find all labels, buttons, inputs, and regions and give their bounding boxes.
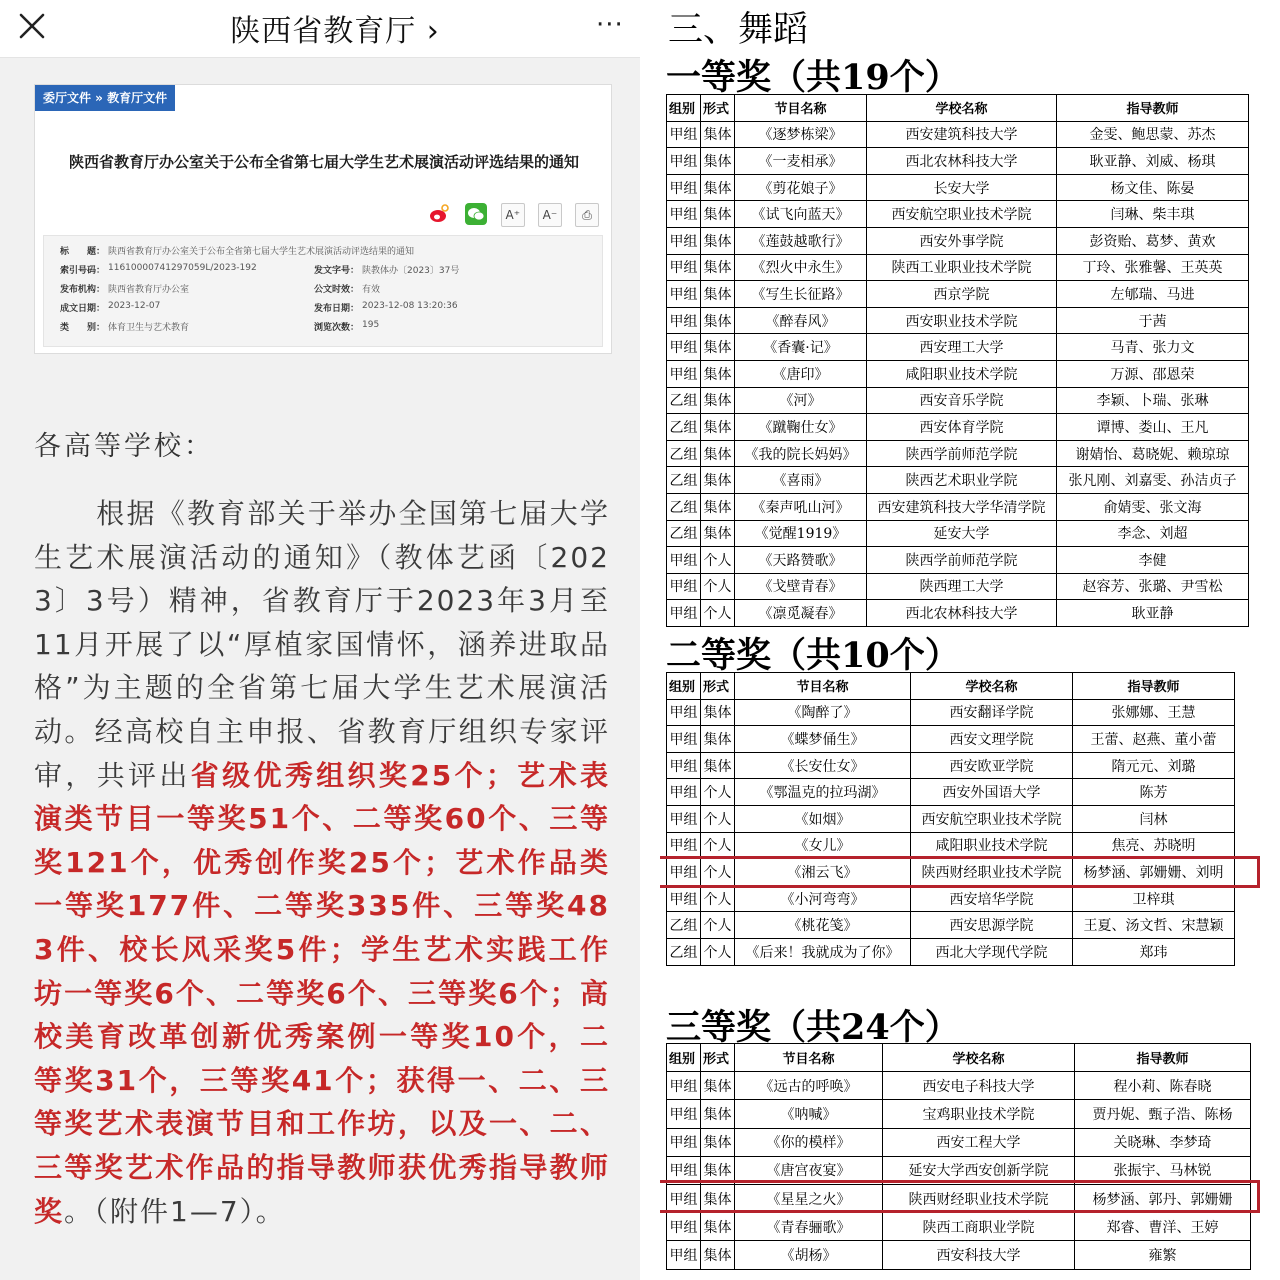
group-cell: 甲组 bbox=[667, 779, 701, 806]
program-name-cell: 《秦声吼山河》 bbox=[735, 493, 867, 520]
more-options-button[interactable]: ··· bbox=[596, 10, 624, 40]
form-cell: 个人 bbox=[701, 885, 735, 912]
school-name-cell: 宝鸡职业技术学院 bbox=[883, 1100, 1075, 1128]
table-header-row bbox=[667, 95, 1249, 122]
instructor-cell: 马青、张力文 bbox=[1057, 334, 1249, 361]
meta-created-value: 2023-12-07 bbox=[108, 301, 161, 311]
group-cell: 甲组 bbox=[667, 547, 701, 574]
school-name-cell: 西北大学现代学院 bbox=[911, 938, 1073, 965]
instructor-cell: 万源、邵恩荣 bbox=[1057, 360, 1249, 387]
table-row bbox=[667, 121, 1249, 148]
body-paragraph: 根据《教育部关于举办全国第七届大学生艺术展演活动的通知》（教体艺函〔2023〕3号）精神，省教育厅于2023年3月至11月开展了以“厚植家国情怀，涵养进取品格”为主题的全省第七届大学生艺术展演活动。经高校自主申报、省教育厅组织专家评审，共评出 bbox=[34, 497, 610, 792]
form-cell: 集体 bbox=[701, 1213, 735, 1241]
instructor-cell: 关晓琳、李梦琦 bbox=[1075, 1128, 1251, 1156]
school-name-cell: 西安科技大学 bbox=[883, 1241, 1075, 1269]
table-row bbox=[667, 1072, 1251, 1100]
first-prize-table bbox=[666, 94, 1249, 627]
form-cell: 个人 bbox=[701, 859, 735, 886]
instructor-cell: 陈芳 bbox=[1073, 779, 1235, 806]
document-headline: 陕西省教育厅办公室关于公布全省第七届大学生艺术展演活动评选结果的通知 bbox=[68, 153, 579, 171]
form-cell: 个人 bbox=[701, 938, 735, 965]
instructor-cell: 耿亚静 bbox=[1057, 600, 1249, 627]
third-prize-title: 三等奖（共24个） bbox=[666, 1007, 960, 1048]
column-header: 节目名称 bbox=[735, 1044, 883, 1072]
form-cell: 集体 bbox=[701, 307, 735, 334]
instructor-cell: 郑玮 bbox=[1073, 938, 1235, 965]
instructor-cell: 贾丹妮、甄子浩、陈杨 bbox=[1075, 1100, 1251, 1128]
table-row bbox=[667, 254, 1249, 281]
instructor-cell: 闫林 bbox=[1073, 805, 1235, 832]
instructor-cell: 李健 bbox=[1057, 547, 1249, 574]
school-name-cell: 陕西理工大学 bbox=[867, 573, 1057, 600]
results-panel bbox=[660, 0, 1280, 1280]
form-cell: 集体 bbox=[701, 414, 735, 441]
program-name-cell: 《天路赞歌》 bbox=[735, 547, 867, 574]
school-name-cell: 陕西艺术职业学院 bbox=[867, 467, 1057, 494]
school-name-cell: 长安大学 bbox=[867, 174, 1057, 201]
instructor-cell: 彭资贻、葛梦、黄欢 bbox=[1057, 227, 1249, 254]
program-name-cell: 《试飞向蓝天》 bbox=[735, 201, 867, 228]
program-name-cell: 《逐梦栋梁》 bbox=[735, 121, 867, 148]
group-cell: 甲组 bbox=[667, 254, 701, 281]
group-cell: 乙组 bbox=[667, 520, 701, 547]
school-name-cell: 西安翻译学院 bbox=[911, 699, 1073, 726]
instructor-cell: 耿亚静、刘威、杨琪 bbox=[1057, 148, 1249, 175]
table-row bbox=[667, 600, 1249, 627]
program-name-cell: 《一麦相承》 bbox=[735, 148, 867, 175]
group-cell: 乙组 bbox=[667, 493, 701, 520]
program-name-cell: 《如烟》 bbox=[735, 805, 911, 832]
program-name-cell: 《女儿》 bbox=[735, 832, 911, 859]
school-name-cell: 西京学院 bbox=[867, 281, 1057, 308]
meta-org-label: 发布机构： bbox=[60, 285, 106, 295]
first-prize-title: 一等奖（共19个） bbox=[666, 57, 960, 98]
wechat-share-icon[interactable] bbox=[464, 203, 488, 227]
meta-title-label: 标 题： bbox=[60, 247, 106, 257]
meta-docno-label: 发文字号： bbox=[314, 266, 360, 276]
group-cell: 甲组 bbox=[667, 859, 701, 886]
form-cell: 个人 bbox=[701, 600, 735, 627]
group-cell: 甲组 bbox=[667, 1072, 701, 1100]
school-name-cell: 西安电子科技大学 bbox=[883, 1072, 1075, 1100]
program-name-cell: 《鄂温克的拉玛湖》 bbox=[735, 779, 911, 806]
group-cell: 甲组 bbox=[667, 227, 701, 254]
group-cell: 乙组 bbox=[667, 912, 701, 939]
top-bar bbox=[0, 0, 640, 58]
school-name-cell: 咸阳职业技术学院 bbox=[911, 832, 1073, 859]
second-prize-title: 二等奖（共10个） bbox=[666, 635, 960, 676]
group-cell: 甲组 bbox=[667, 726, 701, 753]
font-larger-button[interactable]: A⁺ bbox=[501, 203, 525, 227]
section-title: 三、舞蹈 bbox=[668, 10, 809, 50]
school-name-cell: 西安文理学院 bbox=[911, 726, 1073, 753]
group-cell: 甲组 bbox=[667, 121, 701, 148]
group-cell: 甲组 bbox=[667, 573, 701, 600]
column-header: 组别 bbox=[667, 673, 701, 700]
column-header: 组别 bbox=[667, 1044, 701, 1072]
form-cell: 集体 bbox=[701, 1184, 735, 1212]
column-header: 节目名称 bbox=[735, 673, 911, 700]
program-name-cell: 《星星之火》 bbox=[735, 1184, 883, 1212]
program-name-cell: 《青春骊歌》 bbox=[735, 1213, 883, 1241]
form-cell: 集体 bbox=[701, 726, 735, 753]
program-name-cell: 《远古的呼唤》 bbox=[735, 1072, 883, 1100]
instructor-cell: 谢婧怡、葛晓妮、赖琼琼 bbox=[1057, 440, 1249, 467]
school-name-cell: 西北农林科技大学 bbox=[867, 148, 1057, 175]
column-header: 形式 bbox=[701, 95, 735, 122]
program-name-cell: 《小河弯弯》 bbox=[735, 885, 911, 912]
column-header: 节目名称 bbox=[735, 95, 867, 122]
form-cell: 集体 bbox=[701, 467, 735, 494]
instructor-cell: 雍繁 bbox=[1075, 1241, 1251, 1269]
table-row bbox=[667, 832, 1235, 859]
program-name-cell: 《唐印》 bbox=[735, 360, 867, 387]
meta-validity-label: 公文时效： bbox=[314, 285, 360, 295]
group-cell: 甲组 bbox=[667, 281, 701, 308]
breadcrumb: 委厅文件 » 教育厅文件 bbox=[35, 85, 175, 111]
group-cell: 甲组 bbox=[667, 148, 701, 175]
instructor-cell: 于茜 bbox=[1057, 307, 1249, 334]
program-name-cell: 《河》 bbox=[735, 387, 867, 414]
form-cell: 集体 bbox=[701, 360, 735, 387]
program-name-cell: 《湘云飞》 bbox=[735, 859, 911, 886]
table-row bbox=[667, 1156, 1251, 1184]
group-cell: 甲组 bbox=[667, 307, 701, 334]
instructor-cell: 张凡刚、刘嘉雯、孙洁贞子 bbox=[1057, 467, 1249, 494]
group-cell: 甲组 bbox=[667, 1128, 701, 1156]
school-name-cell: 西安建筑科技大学华清学院 bbox=[867, 493, 1057, 520]
program-name-cell: 《呐喊》 bbox=[735, 1100, 883, 1128]
column-header: 形式 bbox=[701, 673, 735, 700]
account-title[interactable]: 陕西省教育厅 › bbox=[230, 14, 440, 49]
school-name-cell: 西安工程大学 bbox=[883, 1128, 1075, 1156]
program-name-cell: 《觉醒1919》 bbox=[735, 520, 867, 547]
instructor-cell: 张振宇、马林锐 bbox=[1075, 1156, 1251, 1184]
school-name-cell: 延安大学西安创新学院 bbox=[883, 1156, 1075, 1184]
program-name-cell: 《蝶梦俑生》 bbox=[735, 726, 911, 753]
column-header: 指导教师 bbox=[1073, 673, 1235, 700]
instructor-cell: 左郇瑞、马进 bbox=[1057, 281, 1249, 308]
program-name-cell: 《胡杨》 bbox=[735, 1241, 883, 1269]
instructor-cell: 郑睿、曹洋、王婷 bbox=[1075, 1213, 1251, 1241]
column-header: 学校名称 bbox=[911, 673, 1073, 700]
meta-title-value: 陕西省教育厅办公室关于公布全省第七届大学生艺术展演活动评选结果的通知 bbox=[108, 247, 415, 257]
table-row bbox=[667, 938, 1235, 965]
document-tools bbox=[419, 203, 599, 227]
table-row bbox=[667, 148, 1249, 175]
form-cell: 集体 bbox=[701, 699, 735, 726]
school-name-cell: 陕西工商职业学院 bbox=[883, 1213, 1075, 1241]
form-cell: 集体 bbox=[701, 520, 735, 547]
table-row bbox=[667, 493, 1249, 520]
document-metadata bbox=[43, 235, 603, 347]
instructor-cell: 卫梓琪 bbox=[1073, 885, 1235, 912]
instructor-cell: 丁玲、张雅馨、王英英 bbox=[1057, 254, 1249, 281]
article-body bbox=[34, 492, 610, 1233]
meta-views-label: 浏览次数： bbox=[314, 323, 360, 333]
table-row bbox=[667, 281, 1249, 308]
form-cell: 集体 bbox=[701, 121, 735, 148]
school-name-cell: 西安培华学院 bbox=[911, 885, 1073, 912]
table-row bbox=[667, 440, 1249, 467]
document-screenshot-card bbox=[34, 84, 612, 354]
instructor-cell: 杨文佳、陈晏 bbox=[1057, 174, 1249, 201]
school-name-cell: 陕西财经职业技术学院 bbox=[911, 859, 1073, 886]
meta-published-value: 2023-12-08 13:20:36 bbox=[362, 301, 458, 311]
meta-created-label: 成文日期： bbox=[60, 304, 106, 314]
table-row bbox=[667, 174, 1249, 201]
table-header-row bbox=[667, 673, 1235, 700]
program-name-cell: 《凛觅凝春》 bbox=[735, 600, 867, 627]
school-name-cell: 西安音乐学院 bbox=[867, 387, 1057, 414]
form-cell: 个人 bbox=[701, 573, 735, 600]
table-row bbox=[667, 547, 1249, 574]
table-row bbox=[667, 885, 1235, 912]
form-cell: 集体 bbox=[701, 387, 735, 414]
meta-category-label: 类 别： bbox=[60, 323, 106, 333]
instructor-cell: 闫琳、柴丰琪 bbox=[1057, 201, 1249, 228]
body-paragraph-end: 。（附件1—7）。 bbox=[64, 1194, 286, 1228]
school-name-cell: 西安欧亚学院 bbox=[911, 752, 1073, 779]
meta-docno-value: 陕教体办〔2023〕37号 bbox=[362, 266, 460, 276]
group-cell: 甲组 bbox=[667, 600, 701, 627]
column-header: 学校名称 bbox=[867, 95, 1057, 122]
program-name-cell: 《写生长征路》 bbox=[735, 281, 867, 308]
form-cell: 个人 bbox=[701, 805, 735, 832]
school-name-cell: 延安大学 bbox=[867, 520, 1057, 547]
group-cell: 甲组 bbox=[667, 832, 701, 859]
table-row bbox=[667, 360, 1249, 387]
group-cell: 乙组 bbox=[667, 414, 701, 441]
second-prize-table bbox=[666, 672, 1235, 966]
program-name-cell: 《陶醉了》 bbox=[735, 699, 911, 726]
font-smaller-button[interactable]: A⁻ bbox=[538, 203, 562, 227]
table-row bbox=[667, 912, 1235, 939]
meta-views-value: 195 bbox=[362, 320, 380, 330]
group-cell: 甲组 bbox=[667, 1241, 701, 1269]
school-name-cell: 西安航空职业技术学院 bbox=[867, 201, 1057, 228]
school-name-cell: 咸阳职业技术学院 bbox=[867, 360, 1057, 387]
table-row bbox=[667, 201, 1249, 228]
form-cell: 集体 bbox=[701, 254, 735, 281]
form-cell: 集体 bbox=[701, 1156, 735, 1184]
column-header: 指导教师 bbox=[1057, 95, 1249, 122]
instructor-cell: 焦亮、苏晓明 bbox=[1073, 832, 1235, 859]
form-cell: 集体 bbox=[701, 752, 735, 779]
program-name-cell: 《唐宫夜宴》 bbox=[735, 1156, 883, 1184]
instructor-cell: 李颖、卜瑞、张琳 bbox=[1057, 387, 1249, 414]
school-name-cell: 西安航空职业技术学院 bbox=[911, 805, 1073, 832]
column-header: 指导教师 bbox=[1075, 1044, 1251, 1072]
group-cell: 甲组 bbox=[667, 1213, 701, 1241]
meta-org-value: 陕西省教育厅办公室 bbox=[108, 285, 190, 295]
table-row bbox=[667, 467, 1249, 494]
program-name-cell: 《后来！我就成为了你》 bbox=[735, 938, 911, 965]
table-row bbox=[667, 1100, 1251, 1128]
form-cell: 个人 bbox=[701, 832, 735, 859]
program-name-cell: 《醉春风》 bbox=[735, 307, 867, 334]
school-name-cell: 陕西工业职业技术学院 bbox=[867, 254, 1057, 281]
meta-category-value: 体育卫生与艺术教育 bbox=[108, 323, 190, 333]
instructor-cell: 王夏、汤文哲、宋慧颖 bbox=[1073, 912, 1235, 939]
salutation: 各高等学校： bbox=[34, 431, 214, 462]
column-header: 组别 bbox=[667, 95, 701, 122]
table-row bbox=[667, 520, 1249, 547]
instructor-cell: 谭博、娄山、王凡 bbox=[1057, 414, 1249, 441]
form-cell: 个人 bbox=[701, 912, 735, 939]
table-row bbox=[667, 1128, 1251, 1156]
group-cell: 甲组 bbox=[667, 699, 701, 726]
program-name-cell: 《烈火中永生》 bbox=[735, 254, 867, 281]
program-name-cell: 《蹴鞠仕女》 bbox=[735, 414, 867, 441]
form-cell: 集体 bbox=[701, 174, 735, 201]
program-name-cell: 《香囊·记》 bbox=[735, 334, 867, 361]
form-cell: 集体 bbox=[701, 227, 735, 254]
form-cell: 集体 bbox=[701, 1072, 735, 1100]
school-name-cell: 西安理工大学 bbox=[867, 334, 1057, 361]
table-row bbox=[667, 307, 1249, 334]
instructor-cell: 张娜娜、王慧 bbox=[1073, 699, 1235, 726]
table-row bbox=[667, 1213, 1251, 1241]
column-header: 形式 bbox=[701, 1044, 735, 1072]
meta-index-label: 索引号码： bbox=[60, 266, 106, 276]
instructor-cell: 金雯、鲍思蒙、苏杰 bbox=[1057, 121, 1249, 148]
table-header-row bbox=[667, 1044, 1251, 1072]
school-name-cell: 西北农林科技大学 bbox=[867, 600, 1057, 627]
table-row bbox=[667, 334, 1249, 361]
instructor-cell: 杨梦涵、郭姗姗、刘明 bbox=[1073, 859, 1235, 886]
program-name-cell: 《桃花笺》 bbox=[735, 912, 911, 939]
group-cell: 甲组 bbox=[667, 805, 701, 832]
form-cell: 集体 bbox=[701, 1241, 735, 1269]
program-name-cell: 《戈壁青春》 bbox=[735, 573, 867, 600]
group-cell: 甲组 bbox=[667, 885, 701, 912]
table-row bbox=[667, 699, 1235, 726]
group-cell: 甲组 bbox=[667, 201, 701, 228]
program-name-cell: 《你的模样》 bbox=[735, 1128, 883, 1156]
group-cell: 甲组 bbox=[667, 334, 701, 361]
school-name-cell: 西安外事学院 bbox=[867, 227, 1057, 254]
meta-validity-value: 有效 bbox=[362, 285, 381, 295]
program-name-cell: 《莲鼓越歌行》 bbox=[735, 227, 867, 254]
school-name-cell: 陕西学前师范学院 bbox=[867, 547, 1057, 574]
table-row bbox=[667, 779, 1235, 806]
table-row bbox=[667, 805, 1235, 832]
table-row bbox=[667, 414, 1249, 441]
group-cell: 甲组 bbox=[667, 174, 701, 201]
instructor-cell: 杨梦涵、郭丹、郭姗姗 bbox=[1075, 1184, 1251, 1212]
form-cell: 集体 bbox=[701, 493, 735, 520]
table-row bbox=[667, 573, 1249, 600]
instructor-cell: 王蕾、赵燕、董小蕾 bbox=[1073, 726, 1235, 753]
column-header: 学校名称 bbox=[883, 1044, 1075, 1072]
group-cell: 甲组 bbox=[667, 1156, 701, 1184]
form-cell: 个人 bbox=[701, 779, 735, 806]
school-name-cell: 西安建筑科技大学 bbox=[867, 121, 1057, 148]
instructor-cell: 李念、刘超 bbox=[1057, 520, 1249, 547]
meta-index-value: 11610000741297059L/2023-192 bbox=[108, 263, 257, 273]
school-name-cell: 西安外国语大学 bbox=[911, 779, 1073, 806]
form-cell: 集体 bbox=[701, 440, 735, 467]
instructor-cell: 赵容芳、张璐、尹雪松 bbox=[1057, 573, 1249, 600]
program-name-cell: 《喜雨》 bbox=[735, 467, 867, 494]
instructor-cell: 俞婧雯、张文海 bbox=[1057, 493, 1249, 520]
instructor-cell: 程小莉、陈春晓 bbox=[1075, 1072, 1251, 1100]
meta-published-label: 发布日期： bbox=[314, 304, 360, 314]
school-name-cell: 陕西学前师范学院 bbox=[867, 440, 1057, 467]
group-cell: 乙组 bbox=[667, 387, 701, 414]
table-row bbox=[667, 1241, 1251, 1269]
print-button[interactable]: ⎙ bbox=[575, 203, 599, 227]
weibo-share-icon[interactable] bbox=[427, 203, 451, 227]
table-row bbox=[667, 1184, 1251, 1212]
form-cell: 集体 bbox=[701, 281, 735, 308]
school-name-cell: 西安职业技术学院 bbox=[867, 307, 1057, 334]
third-prize-table bbox=[666, 1043, 1251, 1270]
group-cell: 乙组 bbox=[667, 467, 701, 494]
group-cell: 甲组 bbox=[667, 752, 701, 779]
table-row bbox=[667, 387, 1249, 414]
group-cell: 乙组 bbox=[667, 938, 701, 965]
group-cell: 甲组 bbox=[667, 360, 701, 387]
group-cell: 甲组 bbox=[667, 1100, 701, 1128]
form-cell: 集体 bbox=[701, 334, 735, 361]
form-cell: 集体 bbox=[701, 148, 735, 175]
table-row bbox=[667, 227, 1249, 254]
group-cell: 乙组 bbox=[667, 440, 701, 467]
program-name-cell: 《我的院长妈妈》 bbox=[735, 440, 867, 467]
school-name-cell: 西安体育学院 bbox=[867, 414, 1057, 441]
school-name-cell: 西安思源学院 bbox=[911, 912, 1073, 939]
group-cell: 甲组 bbox=[667, 1184, 701, 1212]
program-name-cell: 《剪花娘子》 bbox=[735, 174, 867, 201]
form-cell: 集体 bbox=[701, 1128, 735, 1156]
instructor-cell: 隋元元、刘璐 bbox=[1073, 752, 1235, 779]
table-row bbox=[667, 859, 1235, 886]
form-cell: 集体 bbox=[701, 1100, 735, 1128]
table-row bbox=[667, 726, 1235, 753]
school-name-cell: 陕西财经职业技术学院 bbox=[883, 1184, 1075, 1212]
table-row bbox=[667, 752, 1235, 779]
form-cell: 集体 bbox=[701, 201, 735, 228]
program-name-cell: 《长安仕女》 bbox=[735, 752, 911, 779]
form-cell: 个人 bbox=[701, 547, 735, 574]
body-highlight-text: 省级优秀组织奖25个；艺术表演类节目一等奖51个、二等奖60个、三等奖121个，优秀创作奖25个；艺术作品类一等奖177件、二等奖335件、三等奖483件、校长风采奖5件；学生艺术实践工作坊一等奖6个、二等奖6个、三等奖6个；高校美育改革创新优秀案例一等奖10个，二等奖31个，三等奖41个；获得一、二、三等奖艺术表演节目和工作坊，以及一、二、三等奖艺术作品的指导教师获优秀指导教师奖 bbox=[34, 758, 610, 1228]
